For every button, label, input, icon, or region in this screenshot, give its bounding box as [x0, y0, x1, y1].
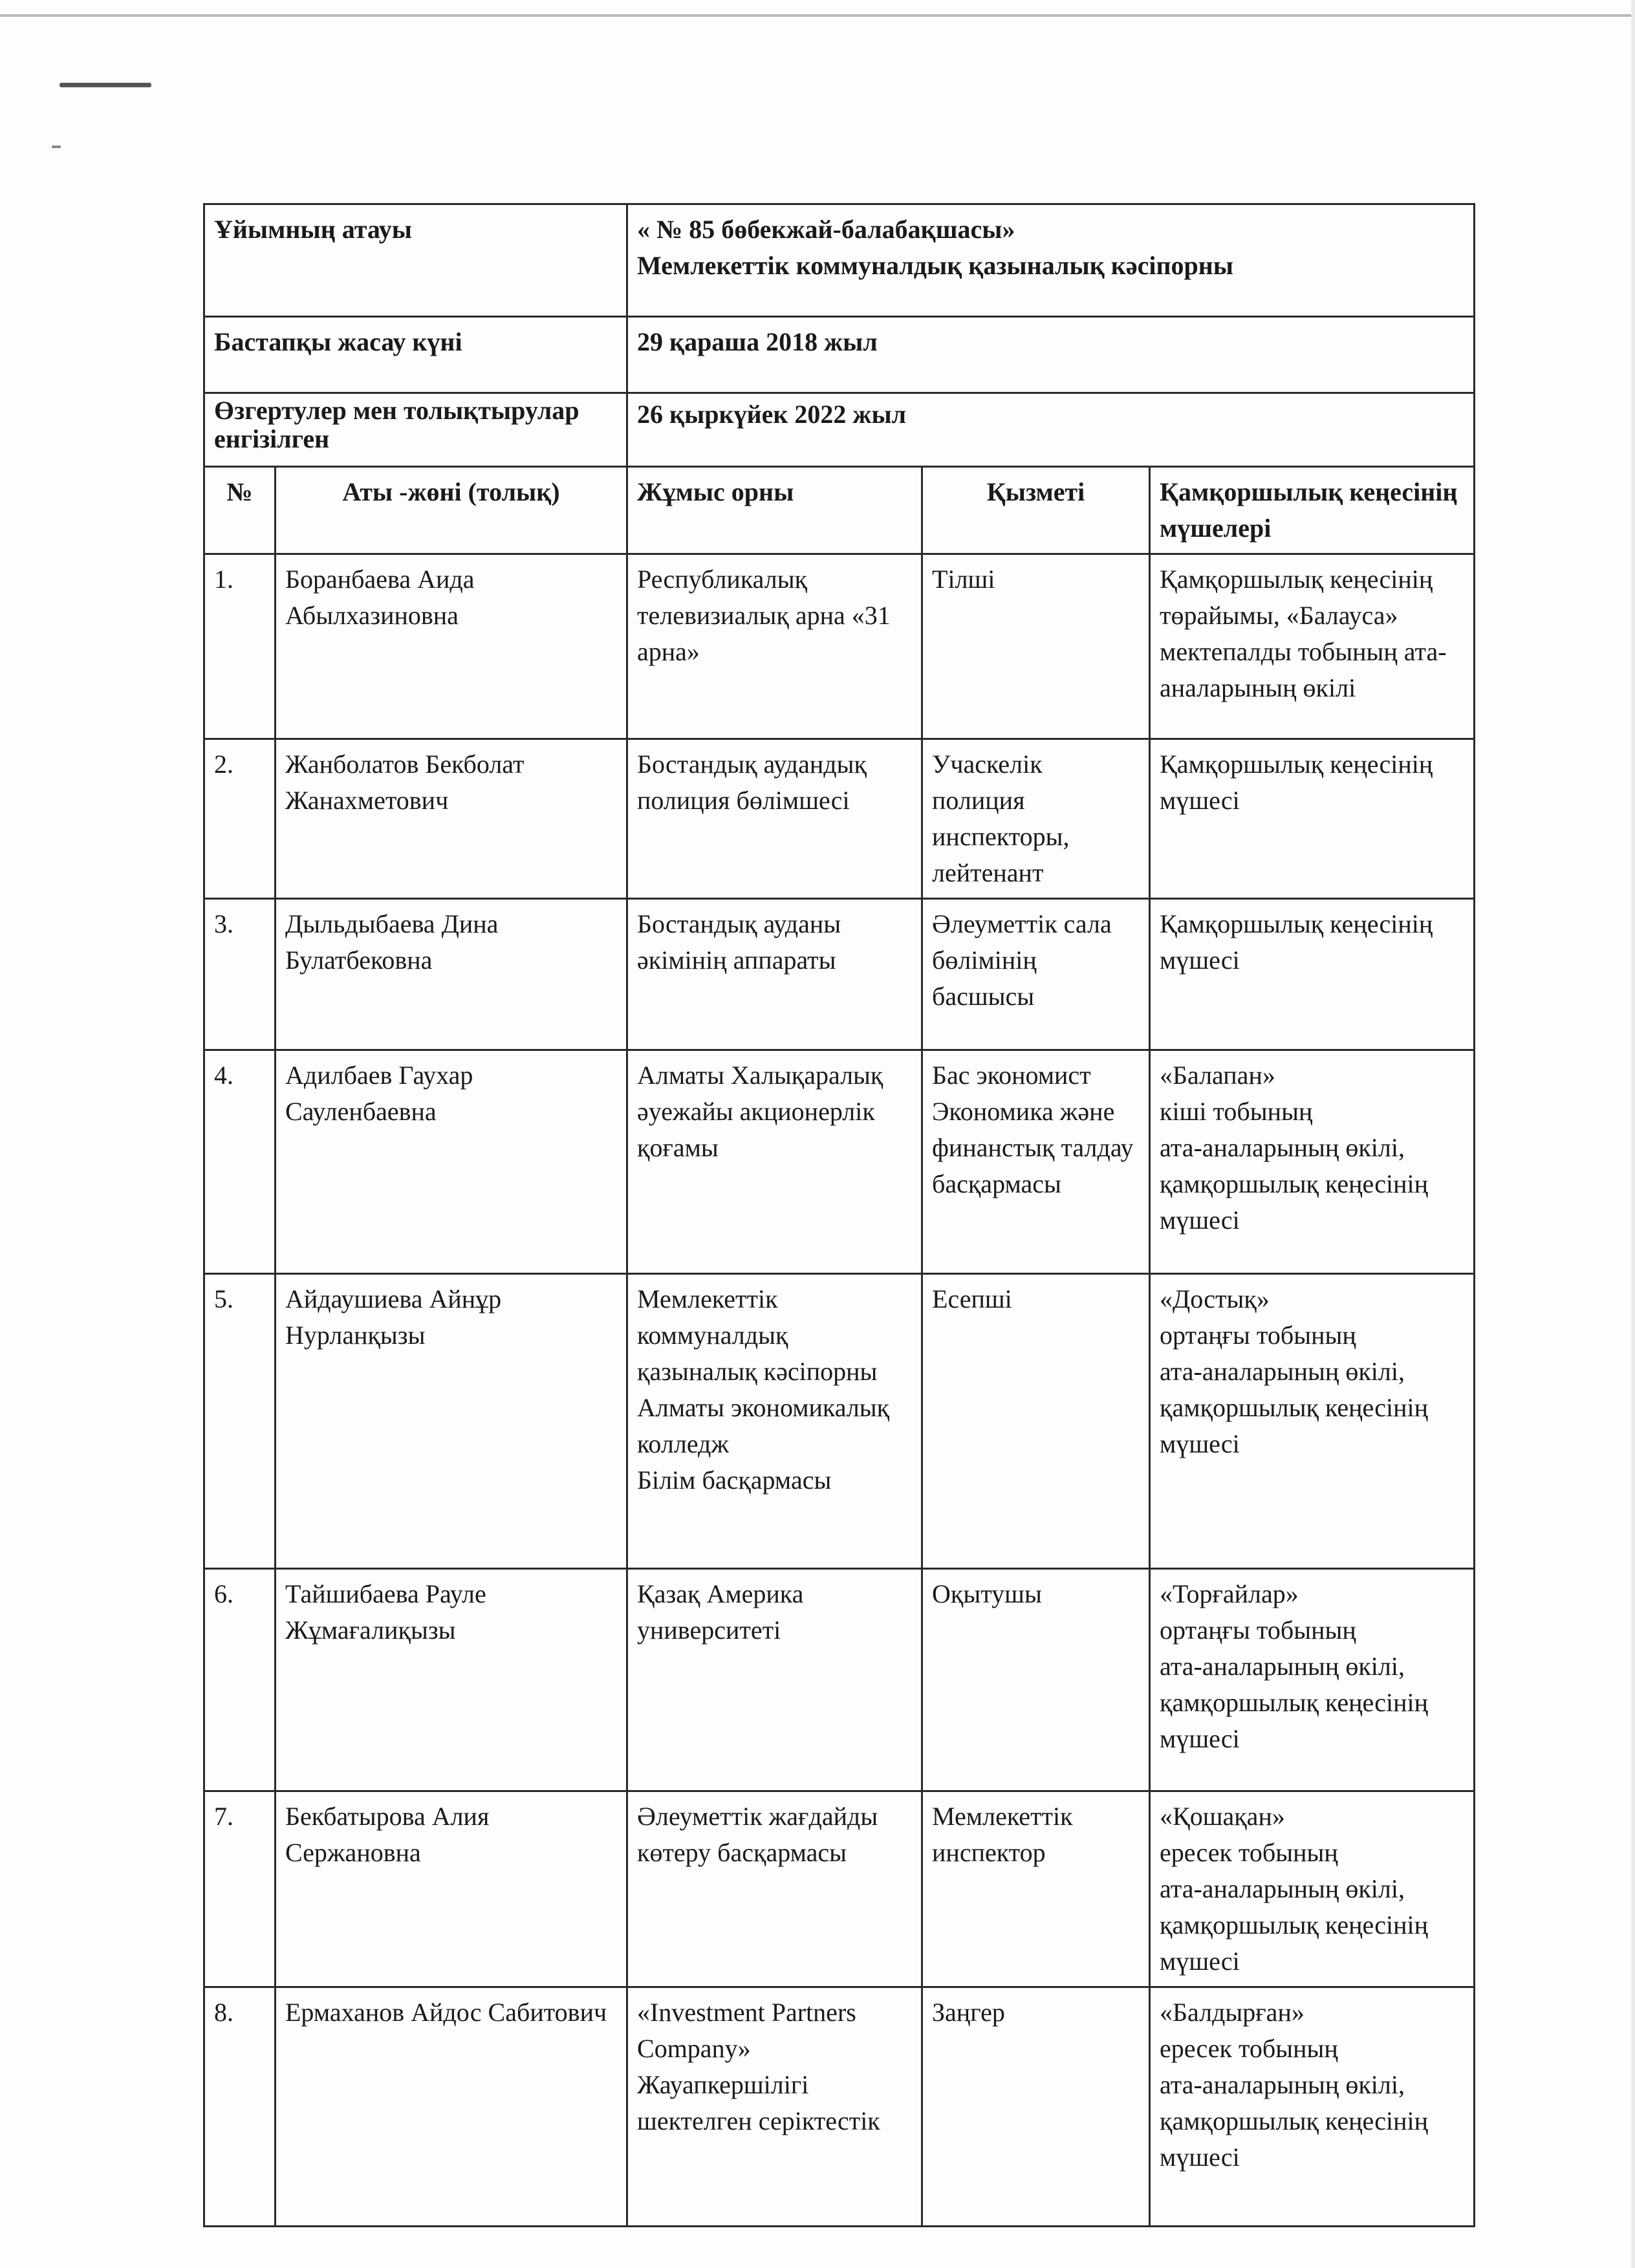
member-workplace: Бостандық ауданы әкімінің аппараты [627, 899, 922, 1050]
column-header-name: Аты -жөні (толық) [276, 467, 627, 554]
column-header-num: № [204, 467, 276, 554]
member-role: «Қошақан» ересек тобының ата-аналарының өкілі, қамқоршылық кеңесінің мүшесі [1150, 1791, 1475, 1987]
column-header-role: Қамқоршылық кеңесінің мүшелері [1150, 467, 1475, 554]
member-role: Қамқоршылық кеңесінің төрайымы, «Балауса» мектепалды тобының ата-аналарының өкілі [1150, 554, 1475, 739]
member-name: Ермаханов Айдос Сабитович [276, 1987, 627, 2227]
member-name: Айдаушиева Айнұр Нурланқызы [276, 1274, 627, 1569]
member-position: Тілші [922, 554, 1150, 739]
table-row [204, 1791, 1475, 1987]
member-name: Дыльдыбаева Дина Булатбековна [276, 899, 627, 1050]
table-row [204, 1050, 1475, 1274]
column-header-position: Қызметі [922, 467, 1150, 554]
member-workplace: Алматы Халықаралық әуежайы акционерлік қоғамы [627, 1050, 922, 1274]
member-workplace: «Investment Partners Company» Жауапкершілігі шектелген серіктестік [627, 1987, 922, 2227]
table-row [204, 1569, 1475, 1791]
row-number: 1. [204, 554, 276, 739]
member-position: Бас экономист Экономика және финанстық талдау басқармасы [922, 1050, 1150, 1274]
column-header-row [204, 467, 1475, 554]
table-row [204, 1987, 1475, 2227]
member-role: «Достық» ортаңғы тобының ата-аналарының өкілі, қамқоршылық кеңесінің мүшесі [1150, 1274, 1475, 1569]
member-role: Қамқоршылық кеңесінің мүшесі [1150, 739, 1475, 899]
member-workplace: Бостандық аудандық полиция бөлімшесі [627, 739, 922, 899]
row-number: 3. [204, 899, 276, 1050]
org-name-row [204, 204, 1475, 317]
member-position: Әлеуметтік сала бөлімінің басшысы [922, 899, 1150, 1050]
changes-date-label: Өзгертулер мен толықтырулар енгізілген [204, 393, 627, 467]
scan-mark [60, 83, 151, 87]
member-position: Есепші [922, 1274, 1150, 1569]
member-name: Боранбаева Аида Абылхазиновна [276, 554, 627, 739]
scan-edge-shadow [1631, 0, 1635, 2268]
member-workplace: Әлеуметтік жағдайды көтеру басқармасы [627, 1791, 922, 1987]
member-workplace: Қазақ Америка университеті [627, 1569, 922, 1791]
row-number: 2. [204, 739, 276, 899]
member-position: Учаскелік полиция инспекторы, лейтенант [922, 739, 1150, 899]
member-role: «Балапан» кіші тобының ата-аналарының өкілі, қамқоршылық кеңесінің мүшесі [1150, 1050, 1475, 1274]
member-name: Тайшибаева Рауле Жұмағалиқызы [276, 1569, 627, 1791]
member-position: Мемлекеттік инспектор [922, 1791, 1150, 1987]
created-date-label: Бастапқы жасау күні [204, 317, 627, 393]
member-role: Қамқоршылық кеңесінің мүшесі [1150, 899, 1475, 1050]
org-name-label: Ұйымның атауы [204, 204, 627, 317]
council-members-table [203, 203, 1475, 2227]
org-name-value: « № 85 бөбекжай-балабақшасы» Мемлекеттік коммуналдық қазыналық кәсіпорны [627, 204, 1475, 317]
scan-speck [52, 146, 61, 148]
column-header-workplace: Жұмыс орны [627, 467, 922, 554]
member-name: Адилбаев Гаухар Сауленбаевна [276, 1050, 627, 1274]
member-role: «Торғайлар» ортаңғы тобының ата-аналарының өкілі, қамқоршылық кеңесінің мүшесі [1150, 1569, 1475, 1791]
changes-date-value: 26 қыркүйек 2022 жыл [627, 393, 1475, 467]
table-row [204, 554, 1475, 739]
table-row [204, 739, 1475, 899]
member-position: Оқытушы [922, 1569, 1150, 1791]
member-position: Заңгер [922, 1987, 1150, 2227]
member-workplace: Республикалық телевизиалық арна «31 арна» [627, 554, 922, 739]
table-row [204, 1274, 1475, 1569]
row-number: 4. [204, 1050, 276, 1274]
member-role: «Балдырған» ересек тобының ата-аналарының өкілі, қамқоршылық кеңесінің мүшесі [1150, 1987, 1475, 2227]
member-workplace: Мемлекеттік коммуналдық қазыналық кәсіпорны Алматы экономикалық колледж Білім басқармасы [627, 1274, 922, 1569]
row-number: 6. [204, 1569, 276, 1791]
table-row [204, 899, 1475, 1050]
created-date-value: 29 қараша 2018 жыл [627, 317, 1475, 393]
created-date-row [204, 317, 1475, 393]
row-number: 8. [204, 1987, 276, 2227]
changes-date-row [204, 393, 1475, 467]
member-name: Бекбатырова Алия Сержановна [276, 1791, 627, 1987]
row-number: 5. [204, 1274, 276, 1569]
member-name: Жанболатов Бекболат Жанахметович [276, 739, 627, 899]
row-number: 7. [204, 1791, 276, 1987]
scan-top-line [0, 14, 1635, 17]
